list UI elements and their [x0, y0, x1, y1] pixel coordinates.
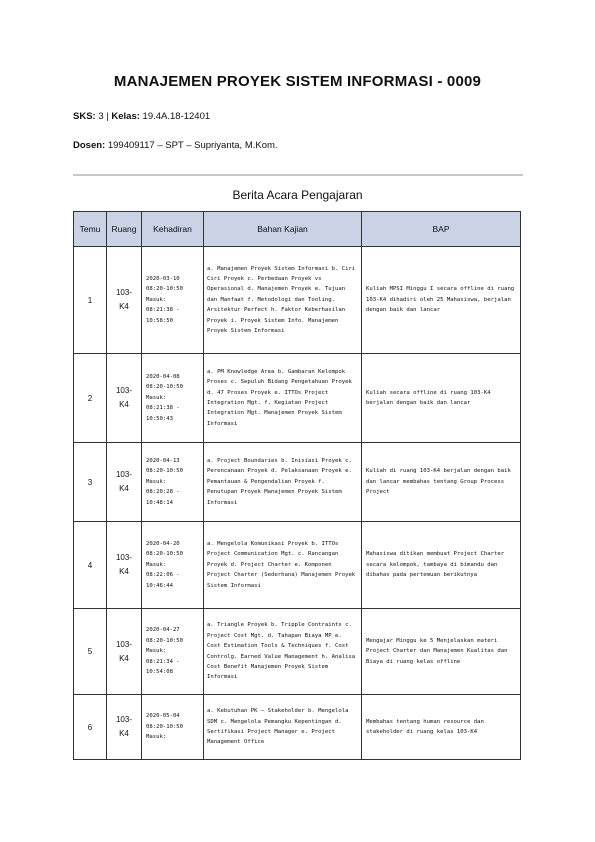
course-info	[73, 111, 210, 122]
kelas-label: Kelas:	[111, 111, 140, 122]
bap-cell	[362, 695, 521, 760]
temu-cell: 4	[74, 522, 107, 609]
bahan-kajian-cell	[204, 522, 362, 609]
header-kehadiran: Kehadiran	[142, 212, 204, 247]
header-ruang: Ruang	[107, 212, 142, 247]
kehadiran-line: 10:54:08	[146, 669, 173, 676]
bap-cell	[362, 609, 521, 695]
ruang-line: K4	[119, 653, 129, 663]
table-row	[74, 247, 521, 354]
ruang-line: 103-	[115, 470, 132, 479]
bap-text: Kuliah secara offline di ruang 103-K4 berjalan dengan baik dan lancar	[366, 389, 491, 406]
bahan-kajian-text: a. Kebutuhan PK – Stakeholder b. Mengelola SDM c. Mengelola Pemangku Kepentingan d. Sertifikasi Project Manager e. Project Management Office	[207, 708, 349, 746]
bap-cell	[362, 354, 521, 443]
kehadiran-line: Masuk:	[146, 648, 167, 655]
ruang-cell	[107, 522, 142, 609]
kehadiran-line: 08:21:34 -	[146, 658, 180, 665]
table-row	[74, 354, 521, 443]
bahan-kajian-cell	[204, 443, 362, 522]
temu-cell: 5	[74, 609, 107, 695]
sks-value: 3 |	[98, 111, 112, 122]
kehadiran-line: Masuk:	[146, 734, 167, 741]
bap-cell	[362, 443, 521, 522]
kehadiran-line: Masuk:	[146, 394, 167, 401]
kehadiran-line: 08:20-10:50	[146, 468, 184, 475]
table-row	[74, 609, 521, 695]
kehadiran-line: 08:20:28 -	[146, 489, 180, 496]
kehadiran-line: 08:20-10:50	[146, 723, 184, 730]
document-title: MANAJEMEN PROYEK SISTEM INFORMASI - 0009	[113, 73, 482, 90]
bahan-kajian-text: a. Manajemen Proyek Sistem Informasi b. Ciri Ciri Proyek c. Perbedaan Proyek vs Operasional d. Manajemen Proyek e. Tujuan dan Manfaat f. Metodologi dan Tooling. Arsitektur Perfect h. Faktor Keberhasilan Proyek i. Proyek Sistem Info. Manajemen Proyek Sistem Informasi	[207, 265, 356, 335]
kehadiran-cell	[142, 247, 204, 354]
kehadiran-cell	[142, 522, 204, 609]
page-bottom-margin	[0, 760, 595, 842]
bap-text: Membahas tentang human resource dan stakeholder di ruang kelas 103-K4	[366, 718, 484, 735]
ruang-line: K4	[119, 302, 129, 311]
kehadiran-line: 08:20-10:50	[146, 384, 184, 391]
bap-cell	[362, 247, 521, 354]
table-row	[74, 522, 521, 609]
kehadiran-line: 08:20-10:50	[146, 637, 184, 644]
kehadiran-line: 08:22:06 -	[146, 572, 180, 579]
ruang-cell	[107, 354, 142, 443]
kehadiran-cell	[142, 695, 204, 760]
section-subtitle: Berita Acara Pengajaran	[232, 188, 363, 202]
header-temu: Temu	[74, 212, 107, 247]
ruang-line: 103-	[115, 639, 132, 649]
table-header-row	[74, 212, 521, 247]
ruang-cell	[107, 609, 142, 695]
kehadiran-line: 2020-04-20	[146, 540, 180, 547]
kehadiran-line: Masuk:	[146, 478, 167, 485]
kehadiran-line: 08:21:38 -	[146, 405, 180, 412]
ruang-line: 103-	[115, 386, 132, 395]
bap-text: Mengajar Minggu ke 5 Menjelaskan materi Project Charter dan Manajemen Kualitas dan Biaya di ruang kelas offline	[366, 637, 508, 665]
kehadiran-line: 2020-04-27	[146, 627, 180, 634]
bahan-kajian-text: a. Project Boundaries b. Inisiasi Proyek c. Perencanaan Proyek d. Pelaksanaan Proyek e. Pemantauan & Pengendalian Proyek f. Penutupan Proyek Manajemen Proyek Sistem Informasi	[207, 457, 352, 506]
ruang-line: K4	[119, 567, 129, 576]
ruang-line: 103-	[115, 715, 132, 724]
dosen-value: 199409117 – SPT – Supriyanta, M.Kom.	[107, 140, 278, 151]
bap-cell	[362, 522, 521, 609]
lecturer-info	[73, 140, 278, 151]
kehadiran-line: 2020-04-13	[146, 457, 180, 464]
bahan-kajian-text: a. Mengelola Komunikasi Proyek b. ITTOs Project Communication Mgt. c. Rancangan Proyek d. Project Charter e. Komponen Project Charter (Sederhana) Manajemen Proyek Sistem Informasi	[207, 540, 356, 589]
ruang-cell	[107, 695, 142, 760]
bap-table	[73, 211, 521, 760]
temu-cell: 6	[74, 695, 107, 760]
bap-text: Kuliah di ruang 103-K4 berjalan dengan baik dan lancar membahas tentang Group Process Project	[366, 468, 511, 496]
ruang-cell	[107, 443, 142, 522]
temu-cell: 2	[74, 354, 107, 443]
bahan-kajian-cell	[204, 695, 362, 760]
kehadiran-line: Masuk:	[146, 561, 167, 568]
kehadiran-line: 10:48:14	[146, 499, 173, 506]
ruang-line: K4	[119, 729, 129, 738]
header-bahan-kajian: Bahan Kajian	[204, 212, 362, 247]
sks-label: SKS:	[73, 111, 96, 122]
kehadiran-line: 10:58:50	[146, 317, 173, 324]
bap-text: Mahasiswa ditikan membuat Project Charter secara kelompok, tambaya di bimandu dan dibahas pada pertemuan berikutnya	[366, 551, 505, 579]
bahan-kajian-text: a. PM Knowledge Area b. Gambaran Kelompok Proses c. Sepuluh Bidang Pengetahuan Proyek d. 47 Proses Proyek e. ITTOs Project Integration Mgt. f. Kegiatan Project Integration Mgt. Manajemen Proyek Sistem Informasi	[207, 368, 352, 427]
table-row	[74, 443, 521, 522]
kehadiran-line: 08:21:38 -	[146, 307, 180, 314]
bap-text: Kuliah MPSI Minggu I secara offline di ruang 103-K4 dihadiri oleh 25 Mahasiswa, berjalan dengan baik dan lancar	[366, 286, 515, 314]
header-bap: BAP	[362, 212, 521, 247]
bahan-kajian-cell	[204, 247, 362, 354]
kehadiran-line: 08:20-10:50	[146, 551, 184, 558]
ruang-line: 103-	[115, 553, 132, 562]
kehadiran-cell	[142, 354, 204, 443]
bahan-kajian-cell	[204, 354, 362, 443]
bahan-kajian-text: a. Triangle Proyek b. Tripple Contraints c. Project Cost Mgt. d. Tahapan Biaya MP e. Cost Estimation Tools & Techniques f. Cost Controlg. Earned Value Management h. Analisa Cost Benefit Manajemen Proyek Sistem Informasi	[207, 622, 356, 681]
kehadiran-line: 2020-04-08	[146, 373, 180, 380]
kehadiran-line: 10:50:43	[146, 415, 173, 422]
bahan-kajian-cell	[204, 609, 362, 695]
ruang-line: 103-	[115, 288, 132, 297]
kehadiran-cell	[142, 609, 204, 695]
temu-cell: 1	[74, 247, 107, 354]
ruang-cell	[107, 247, 142, 354]
ruang-line: K4	[119, 400, 129, 409]
kehadiran-line: 2020-03-10	[146, 275, 180, 282]
kehadiran-line: 10:46:44	[146, 582, 173, 589]
temu-cell: 3	[74, 443, 107, 522]
kelas-value: 19.4A.18-12401	[142, 111, 211, 122]
kehadiran-cell	[142, 443, 204, 522]
dosen-label: Dosen:	[73, 140, 106, 151]
ruang-line: K4	[119, 484, 129, 493]
kehadiran-line: Masuk:	[146, 296, 167, 303]
kehadiran-line: 2020-05-04	[146, 713, 180, 720]
divider	[73, 174, 523, 176]
kehadiran-line: 08:20-10:50	[146, 286, 184, 293]
table-row	[74, 695, 521, 760]
